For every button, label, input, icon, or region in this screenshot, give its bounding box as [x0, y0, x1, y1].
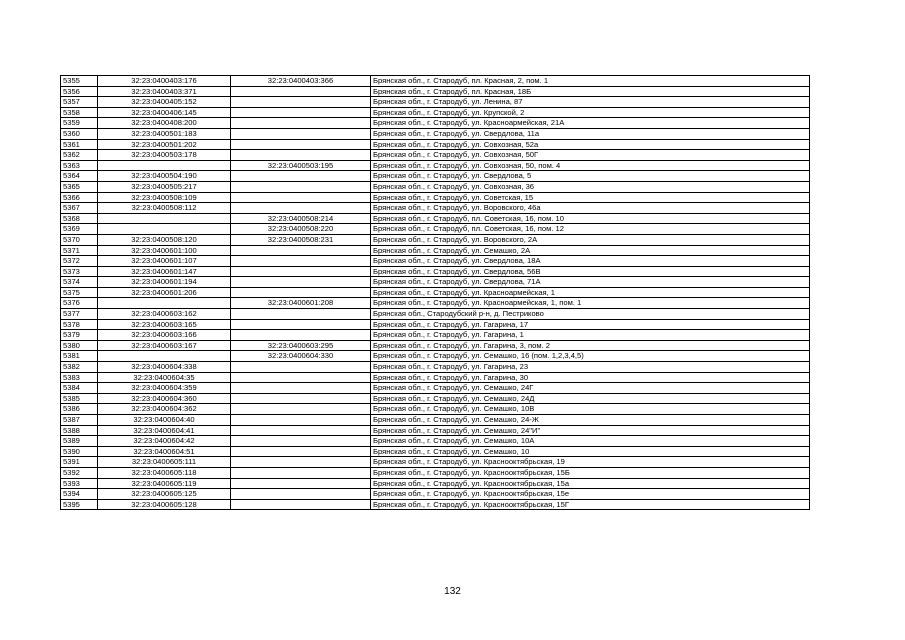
cadastral-number-cell [98, 160, 231, 171]
table-row [61, 256, 810, 267]
address-cell: Брянская обл., г. Стародуб, ул. Ленина, 87 [371, 97, 810, 108]
address-cell: Брянская обл., Стародубский р-н, д. Пестриково [371, 309, 810, 320]
row-number-cell: 5384 [61, 383, 98, 394]
row-number-cell: 5362 [61, 150, 98, 161]
table-row [61, 266, 810, 277]
cadastral-number-cell: 32:23:0400604:42 [98, 436, 231, 447]
table-row [61, 160, 810, 171]
premises-cadastral-number-cell: 32:23:0400601:208 [231, 298, 371, 309]
premises-cadastral-number-cell [231, 467, 371, 478]
address-cell: Брянская обл., г. Стародуб, ул. Крупской, 2 [371, 107, 810, 118]
row-number-cell: 5393 [61, 478, 98, 489]
address-cell: Брянская обл., г. Стародуб, ул. Воровского, 2А [371, 234, 810, 245]
row-number-cell: 5376 [61, 298, 98, 309]
cadastral-number-cell: 32:23:0400603:166 [98, 330, 231, 341]
table-row [61, 128, 810, 139]
row-number-cell: 5377 [61, 309, 98, 320]
cadastral-number-cell: 32:23:0400601:100 [98, 245, 231, 256]
row-number-cell: 5391 [61, 457, 98, 468]
premises-cadastral-number-cell [231, 319, 371, 330]
premises-cadastral-number-cell: 32:23:0400508:214 [231, 213, 371, 224]
table-row [61, 362, 810, 373]
cadastral-number-cell: 32:23:0400601:147 [98, 266, 231, 277]
address-cell: Брянская обл., г. Стародуб, ул. Краснооктябрьская, 15е [371, 489, 810, 500]
premises-cadastral-number-cell [231, 181, 371, 192]
table-row [61, 234, 810, 245]
address-cell: Брянская обл., г. Стародуб, ул. Советская, 15 [371, 192, 810, 203]
cadastral-number-cell: 32:23:0400501:183 [98, 128, 231, 139]
property-registry-table [60, 75, 810, 510]
address-cell: Брянская обл., г. Стародуб, ул. Семашко, 10 [371, 446, 810, 457]
row-number-cell: 5379 [61, 330, 98, 341]
address-cell: Брянская обл., г. Стародуб, ул. Краснооктябрьская, 15Б [371, 467, 810, 478]
address-cell: Брянская обл., г. Стародуб, ул. Гагарина, 30 [371, 372, 810, 383]
row-number-cell: 5369 [61, 224, 98, 235]
table-row [61, 86, 810, 97]
row-number-cell: 5374 [61, 277, 98, 288]
table-row [61, 181, 810, 192]
row-number-cell: 5375 [61, 287, 98, 298]
table-row [61, 97, 810, 108]
address-cell: Брянская обл., г. Стародуб, ул. Свердлова, 71А [371, 277, 810, 288]
address-cell: Брянская обл., г. Стародуб, ул. Свердлова, 5 [371, 171, 810, 182]
table-row [61, 287, 810, 298]
row-number-cell: 5371 [61, 245, 98, 256]
cadastral-number-cell: 32:23:0400601:107 [98, 256, 231, 267]
address-cell: Брянская обл., г. Стародуб, ул. Гагарина, 3, пом. 2 [371, 340, 810, 351]
row-number-cell: 5360 [61, 128, 98, 139]
address-cell: Брянская обл., г. Стародуб, ул. Красноармейская, 1, пом. 1 [371, 298, 810, 309]
premises-cadastral-number-cell [231, 86, 371, 97]
cadastral-number-cell: 32:23:0400405:152 [98, 97, 231, 108]
cadastral-number-cell: 32:23:0400503:178 [98, 150, 231, 161]
cadastral-number-cell: 32:23:0400605:111 [98, 457, 231, 468]
table-row [61, 277, 810, 288]
table-row [61, 372, 810, 383]
cadastral-number-cell: 32:23:0400605:125 [98, 489, 231, 500]
premises-cadastral-number-cell: 32:23:0400503:195 [231, 160, 371, 171]
address-cell: Брянская обл., г. Стародуб, ул. Совхозная, 52а [371, 139, 810, 150]
address-cell: Брянская обл., г. Стародуб, пл. Советская, 16, пом. 12 [371, 224, 810, 235]
cadastral-number-cell: 32:23:0400605:118 [98, 467, 231, 478]
table-row [61, 245, 810, 256]
row-number-cell: 5394 [61, 489, 98, 500]
row-number-cell: 5366 [61, 192, 98, 203]
premises-cadastral-number-cell [231, 383, 371, 394]
table-row [61, 330, 810, 341]
cadastral-number-cell: 32:23:0400603:165 [98, 319, 231, 330]
table-row [61, 298, 810, 309]
table-row [61, 415, 810, 426]
table-row [61, 309, 810, 320]
table-row [61, 192, 810, 203]
cadastral-number-cell: 32:23:0400505:217 [98, 181, 231, 192]
table-row [61, 425, 810, 436]
row-number-cell: 5388 [61, 425, 98, 436]
premises-cadastral-number-cell [231, 171, 371, 182]
premises-cadastral-number-cell [231, 192, 371, 203]
page-number: 132 [444, 586, 461, 597]
premises-cadastral-number-cell [231, 415, 371, 426]
table-row [61, 446, 810, 457]
row-number-cell: 5356 [61, 86, 98, 97]
premises-cadastral-number-cell [231, 362, 371, 373]
premises-cadastral-number-cell [231, 309, 371, 320]
premises-cadastral-number-cell [231, 287, 371, 298]
address-cell: Брянская обл., г. Стародуб, ул. Совхозная, 36 [371, 181, 810, 192]
address-cell: Брянская обл., г. Стародуб, ул. Воровского, 46а [371, 203, 810, 214]
premises-cadastral-number-cell [231, 404, 371, 415]
cadastral-number-cell [98, 298, 231, 309]
premises-cadastral-number-cell: 32:23:0400604:330 [231, 351, 371, 362]
address-cell: Брянская обл., г. Стародуб, ул. Совхозная, 50, пом. 4 [371, 160, 810, 171]
address-cell: Брянская обл., г. Стародуб, ул. Краснооктябрьская, 15Г [371, 499, 810, 510]
address-cell: Брянская обл., г. Стародуб, ул. Гагарина, 17 [371, 319, 810, 330]
cadastral-number-cell: 32:23:0400508:109 [98, 192, 231, 203]
premises-cadastral-number-cell [231, 256, 371, 267]
row-number-cell: 5358 [61, 107, 98, 118]
table-row [61, 171, 810, 182]
premises-cadastral-number-cell [231, 266, 371, 277]
address-cell: Брянская обл., г. Стародуб, ул. Семашко, 10В [371, 404, 810, 415]
table-row [61, 213, 810, 224]
registry-table-body [61, 76, 810, 510]
table-row [61, 393, 810, 404]
row-number-cell: 5365 [61, 181, 98, 192]
cadastral-number-cell: 32:23:0400605:119 [98, 478, 231, 489]
premises-cadastral-number-cell [231, 150, 371, 161]
cadastral-number-cell: 32:23:0400603:167 [98, 340, 231, 351]
cadastral-number-cell: 32:23:0400603:162 [98, 309, 231, 320]
row-number-cell: 5382 [61, 362, 98, 373]
row-number-cell: 5381 [61, 351, 98, 362]
cadastral-number-cell: 32:23:0400508:120 [98, 234, 231, 245]
row-number-cell: 5389 [61, 436, 98, 447]
row-number-cell: 5392 [61, 467, 98, 478]
address-cell: Брянская обл., г. Стародуб, ул. Свердлова, 11а [371, 128, 810, 139]
address-cell: Брянская обл., г. Стародуб, пл. Красная, 2, пом. 1 [371, 76, 810, 87]
row-number-cell: 5370 [61, 234, 98, 245]
premises-cadastral-number-cell: 32:23:0400603:295 [231, 340, 371, 351]
table-row [61, 203, 810, 214]
premises-cadastral-number-cell [231, 107, 371, 118]
premises-cadastral-number-cell [231, 245, 371, 256]
cadastral-number-cell: 32:23:0400601:194 [98, 277, 231, 288]
cadastral-number-cell: 32:23:0400604:41 [98, 425, 231, 436]
table-row [61, 319, 810, 330]
table-row [61, 457, 810, 468]
premises-cadastral-number-cell: 32:23:0400508:231 [231, 234, 371, 245]
table-row [61, 436, 810, 447]
cadastral-number-cell: 32:23:0400604:40 [98, 415, 231, 426]
address-cell: Брянская обл., г. Стародуб, ул. Красноармейская, 21А [371, 118, 810, 129]
premises-cadastral-number-cell [231, 97, 371, 108]
address-cell: Брянская обл., г. Стародуб, ул. Свердлова, 56В [371, 266, 810, 277]
cadastral-number-cell: 32:23:0400601:206 [98, 287, 231, 298]
row-number-cell: 5368 [61, 213, 98, 224]
premises-cadastral-number-cell [231, 436, 371, 447]
row-number-cell: 5387 [61, 415, 98, 426]
address-cell: Брянская обл., г. Стародуб, ул. Краснооктябрьская, 15а [371, 478, 810, 489]
premises-cadastral-number-cell [231, 393, 371, 404]
address-cell: Брянская обл., г. Стародуб, ул. Семашко, 24"И" [371, 425, 810, 436]
premises-cadastral-number-cell [231, 277, 371, 288]
premises-cadastral-number-cell [231, 139, 371, 150]
table-row [61, 489, 810, 500]
row-number-cell: 5355 [61, 76, 98, 87]
cadastral-number-cell: 32:23:0400403:371 [98, 86, 231, 97]
address-cell: Брянская обл., г. Стародуб, ул. Свердлова, 18А [371, 256, 810, 267]
address-cell: Брянская обл., г. Стародуб, ул. Гагарина, 23 [371, 362, 810, 373]
address-cell: Брянская обл., г. Стародуб, ул. Семашко, 24Д [371, 393, 810, 404]
cadastral-number-cell: 32:23:0400403:176 [98, 76, 231, 87]
premises-cadastral-number-cell [231, 489, 371, 500]
premises-cadastral-number-cell [231, 372, 371, 383]
row-number-cell: 5386 [61, 404, 98, 415]
address-cell: Брянская обл., г. Стародуб, пл. Советская, 16, пом. 10 [371, 213, 810, 224]
cadastral-number-cell: 32:23:0400604:51 [98, 446, 231, 457]
table-row [61, 351, 810, 362]
row-number-cell: 5383 [61, 372, 98, 383]
cadastral-number-cell: 32:23:0400406:145 [98, 107, 231, 118]
row-number-cell: 5385 [61, 393, 98, 404]
cadastral-number-cell: 32:23:0400508:112 [98, 203, 231, 214]
premises-cadastral-number-cell [231, 446, 371, 457]
cadastral-number-cell [98, 213, 231, 224]
row-number-cell: 5372 [61, 256, 98, 267]
table-row [61, 340, 810, 351]
table-row [61, 404, 810, 415]
row-number-cell: 5390 [61, 446, 98, 457]
address-cell: Брянская обл., г. Стародуб, ул. Краснооктябрьская, 19 [371, 457, 810, 468]
address-cell: Брянская обл., г. Стародуб, ул. Семашко, 2А [371, 245, 810, 256]
cadastral-number-cell: 32:23:0400604:35 [98, 372, 231, 383]
table-row [61, 76, 810, 87]
row-number-cell: 5395 [61, 499, 98, 510]
premises-cadastral-number-cell [231, 478, 371, 489]
table-row [61, 383, 810, 394]
row-number-cell: 5357 [61, 97, 98, 108]
premises-cadastral-number-cell [231, 425, 371, 436]
row-number-cell: 5378 [61, 319, 98, 330]
premises-cadastral-number-cell [231, 330, 371, 341]
premises-cadastral-number-cell: 32:23:0400508:220 [231, 224, 371, 235]
address-cell: Брянская обл., г. Стародуб, ул. Гагарина, 1 [371, 330, 810, 341]
table-row [61, 107, 810, 118]
table-row [61, 224, 810, 235]
address-cell: Брянская обл., г. Стародуб, пл. Красная, 18Б [371, 86, 810, 97]
premises-cadastral-number-cell [231, 128, 371, 139]
premises-cadastral-number-cell [231, 118, 371, 129]
row-number-cell: 5367 [61, 203, 98, 214]
row-number-cell: 5363 [61, 160, 98, 171]
row-number-cell: 5380 [61, 340, 98, 351]
row-number-cell: 5359 [61, 118, 98, 129]
address-cell: Брянская обл., г. Стародуб, ул. Семашко, 24Г [371, 383, 810, 394]
cadastral-number-cell [98, 224, 231, 235]
cadastral-number-cell: 32:23:0400604:360 [98, 393, 231, 404]
table-row [61, 150, 810, 161]
address-cell: Брянская обл., г. Стародуб, ул. Красноармейская, 1 [371, 287, 810, 298]
cadastral-number-cell: 32:23:0400604:338 [98, 362, 231, 373]
address-cell: Брянская обл., г. Стародуб, ул. Совхозная, 50Г [371, 150, 810, 161]
cadastral-number-cell: 32:23:0400501:202 [98, 139, 231, 150]
row-number-cell: 5361 [61, 139, 98, 150]
address-cell: Брянская обл., г. Стародуб, ул. Семашко, 10А [371, 436, 810, 447]
table-row [61, 478, 810, 489]
cadastral-number-cell: 32:23:0400408:200 [98, 118, 231, 129]
premises-cadastral-number-cell [231, 457, 371, 468]
cadastral-number-cell: 32:23:0400605:128 [98, 499, 231, 510]
table-row [61, 139, 810, 150]
premises-cadastral-number-cell: 32:23:0400403:366 [231, 76, 371, 87]
premises-cadastral-number-cell [231, 203, 371, 214]
address-cell: Брянская обл., г. Стародуб, ул. Семашко, 24-Ж [371, 415, 810, 426]
row-number-cell: 5373 [61, 266, 98, 277]
table-row [61, 499, 810, 510]
row-number-cell: 5364 [61, 171, 98, 182]
address-cell: Брянская обл., г. Стародуб, ул. Семашко, 16 (пом. 1,2,3,4,5) [371, 351, 810, 362]
cadastral-number-cell: 32:23:0400604:362 [98, 404, 231, 415]
cadastral-number-cell [98, 351, 231, 362]
premises-cadastral-number-cell [231, 499, 371, 510]
cadastral-number-cell: 32:23:0400504:190 [98, 171, 231, 182]
table-row [61, 118, 810, 129]
table-row [61, 467, 810, 478]
cadastral-number-cell: 32:23:0400604:359 [98, 383, 231, 394]
